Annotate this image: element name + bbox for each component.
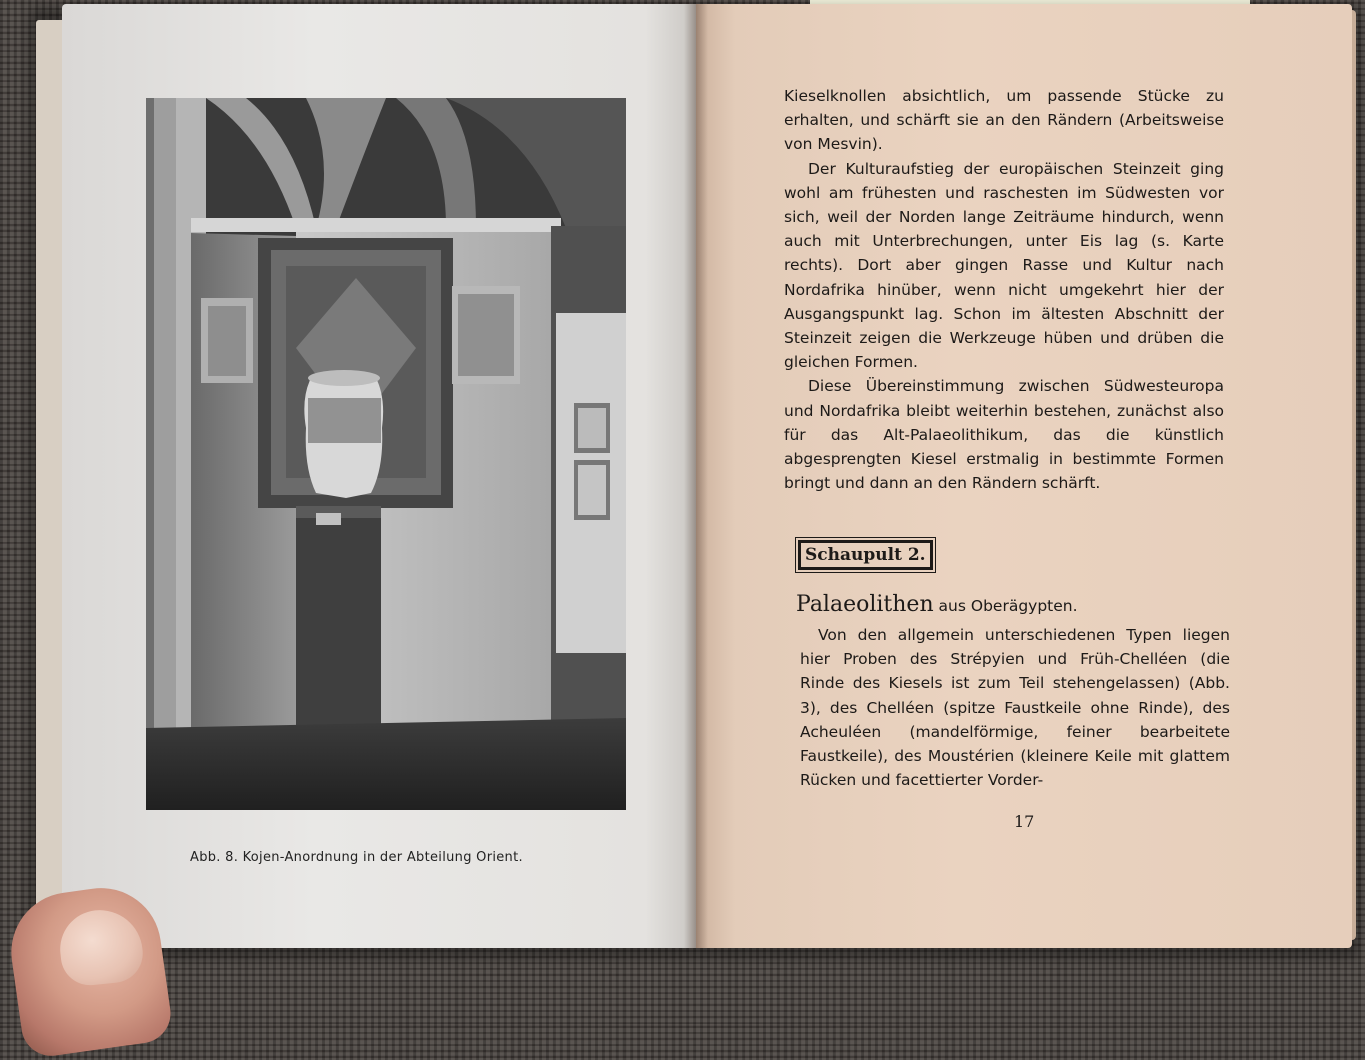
paragraph-2: Der Kulturaufstieg der europäischen Steinzeit ging wohl am frühesten und raschesten im Südwesten vor sich, weil der Norden lange Zeiträume hindurch, wenn auch mit Unterbrechungen, unter Eis lag (s. Karte rechts). Dort aber gingen Rasse und Kultur nach Nordafrika hinüber, wenn nicht umgekehrt hier der Ausgangspunkt lag. Schon im ältesten Abschnitt der Steinzeit zeigen die Werkzeuge hüben und drüben die gleichen Formen.	[784, 159, 1224, 372]
figure-photo	[146, 98, 626, 810]
section-body	[800, 623, 1230, 792]
section-schaupult-2	[786, 540, 1236, 792]
paragraph-3: Diese Übereinstimmung zwischen Südwesteuropa und Nordafrika bleibt weiterhin bestehen, zunächst also für das Alt-Palaeolithikum, das die künstlich abgesprengten Kiesel erstmalig in bestimmte Formen bringt und dann an den Rändern schärft.	[784, 377, 1224, 493]
section-heading-small: aus Oberägypten.	[933, 597, 1078, 615]
section-label-box: Schaupult 2.	[798, 540, 933, 570]
book-gutter	[684, 4, 708, 948]
body-text	[784, 84, 1224, 495]
museum-booth-photo	[146, 98, 626, 810]
section-paragraph-1: Von den allgemein unterschiedenen Typen liegen hier Proben des Strépyien und Früh-Chelléen (die Rinde des Kiesels ist zum Teil stehengelassen) (Abb. 3), des Chelléen (spitze Faustkeile ohne Rinde), des Acheuléen (mandelförmige, feiner bearbeitete Faustkeile), des Moustérien (kleinere Keile mit glattem Rücken und facettierter Vorder-	[800, 626, 1230, 790]
section-heading-big: Palaeolithen	[796, 592, 934, 617]
paragraph-1: Kieselknollen absichtlich, um passende Stücke zu erhalten, und schärft sie an den Rändern (Arbeitsweise von Mesvin).	[784, 87, 1224, 154]
page-number: 17	[1014, 812, 1035, 831]
figure-caption: Abb. 8. Kojen-Anordnung in der Abteilung Orient.	[190, 850, 523, 865]
section-heading	[796, 592, 1236, 617]
